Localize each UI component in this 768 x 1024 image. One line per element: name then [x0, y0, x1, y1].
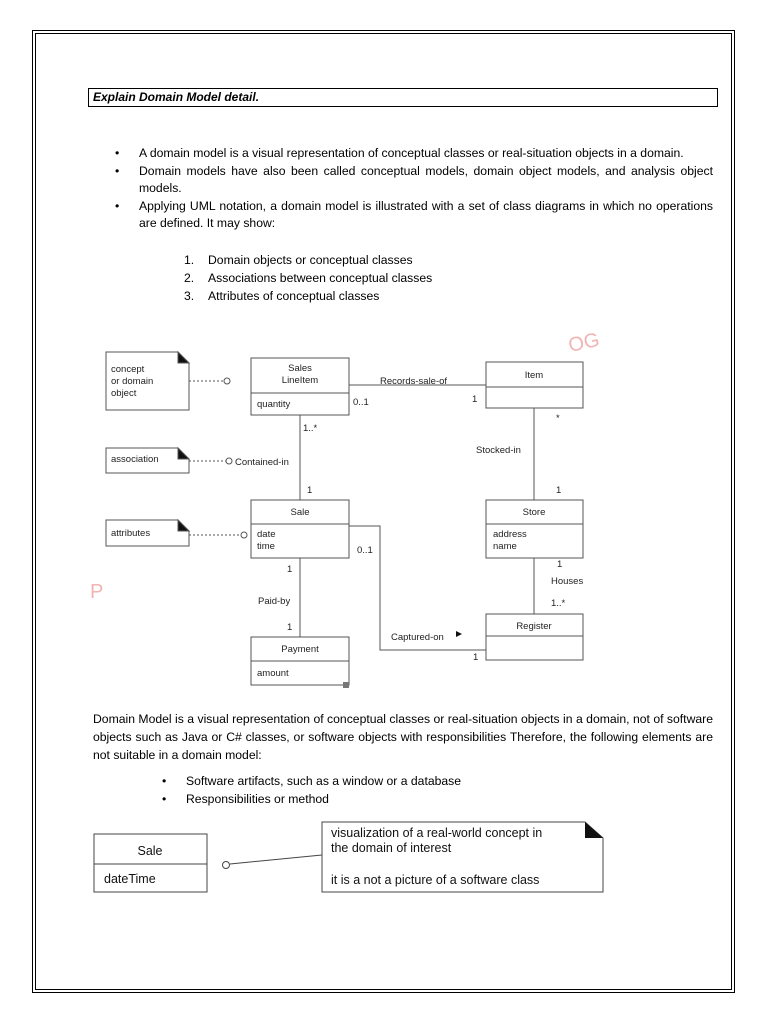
- multiplicity: 0..1: [357, 545, 373, 556]
- bullet-icon: •: [162, 792, 167, 806]
- note-text: it is a not a picture of a software class: [331, 873, 540, 887]
- watermark-left: P: [90, 581, 104, 603]
- note-corner-icon: [178, 520, 189, 531]
- class-name: Store: [522, 507, 546, 518]
- association-label: Houses: [551, 576, 584, 587]
- multiplicity: 1: [287, 622, 293, 633]
- note-text: the domain of interest: [331, 841, 452, 855]
- bullet-icon: •: [115, 198, 120, 213]
- multiplicity: 0..1: [353, 397, 369, 408]
- class-attribute: time: [257, 541, 275, 552]
- concept-note-text: concept: [111, 364, 145, 375]
- association-label: Captured-on: [391, 632, 444, 643]
- multiplicity: 1: [473, 652, 479, 663]
- note-corner-icon: [178, 448, 189, 459]
- note-text: visualization of a real-world concept in: [331, 826, 543, 840]
- multiplicity: 1: [556, 485, 562, 496]
- multiplicity: 1: [287, 564, 293, 575]
- note-connector: [230, 855, 322, 864]
- class-attribute: date: [257, 529, 276, 540]
- numbered-item: 3. Attributes of conceptual classes: [184, 289, 380, 303]
- bullet-item: • Responsibilities or method: [162, 792, 329, 806]
- concept-note-text: or domain: [111, 376, 154, 387]
- association-label: Records-sale-of: [380, 376, 448, 387]
- class-name: Sale: [137, 844, 163, 858]
- multiplicity: 1..*: [551, 598, 566, 609]
- association-label: Stocked-in: [476, 445, 521, 456]
- multiplicity: 1: [307, 485, 313, 496]
- bullet-item: • Applying UML notation, a domain model is illustrated with a set of class diagrams in which no operations are defined. It may show:: [115, 198, 713, 230]
- connector-end-icon: [226, 458, 232, 464]
- numbered-item: 2. Associations between conceptual classes: [184, 271, 433, 285]
- class-name: Item: [524, 370, 544, 381]
- association-note-text: association: [111, 454, 159, 465]
- domain-model-paragraph: Domain Model is a visual representation of conceptual classes or real-situation objects in a domain, not of software objects such as Java or C# classes, or software objects with responsibilities Therefore, the following elements are not suitable in a domain model:: [93, 712, 713, 762]
- class-attribute: dateTime: [104, 872, 156, 886]
- bullet-item: • A domain model is a visual representation of conceptual classes or real-situation objects in a domain.: [112, 145, 713, 163]
- multiplicity: 1..*: [303, 423, 318, 434]
- resize-handle-icon: [343, 682, 349, 688]
- watermark-right: OG: [566, 328, 602, 357]
- bullet-icon: •: [162, 774, 167, 788]
- note-corner-icon: [178, 352, 189, 363]
- class-attribute: quantity: [257, 399, 291, 410]
- concept-note-text: object: [111, 388, 137, 399]
- unsuitable-elements-list: [160, 772, 461, 808]
- multiplicity: 1: [557, 559, 563, 570]
- association-label: Contained-in: [235, 457, 289, 468]
- numbered-item: 1. Domain objects or conceptual classes: [184, 253, 413, 267]
- bullet-item: • Software artifacts, such as a window or a database: [162, 774, 462, 788]
- class-attribute: name: [493, 541, 517, 552]
- class-name: LineItem: [281, 375, 319, 386]
- class-name: Payment: [281, 644, 319, 655]
- multiplicity: 1: [472, 394, 478, 405]
- connector-end-icon: [241, 532, 247, 538]
- class-attribute: address: [493, 529, 527, 540]
- attributes-note-text: attributes: [111, 528, 151, 539]
- connector-end-icon: [224, 378, 230, 384]
- connector-end-icon: [223, 862, 230, 869]
- class-attribute: amount: [257, 668, 289, 679]
- question-heading: Explain Domain Model detail.: [88, 88, 718, 107]
- item-class: [486, 362, 583, 408]
- bullet-icon: •: [115, 163, 120, 178]
- class-name: Sale: [290, 507, 310, 518]
- multiplicity: *: [556, 413, 560, 424]
- association-label: Paid-by: [258, 596, 291, 607]
- class-name: Sales: [288, 363, 312, 374]
- bullet-item: • Domain models have also been called conceptual models, domain object models, and analysis object models.: [115, 163, 713, 195]
- direction-arrow-icon: [456, 631, 462, 637]
- class-name: Register: [516, 621, 552, 632]
- bullet-icon: •: [115, 146, 120, 160]
